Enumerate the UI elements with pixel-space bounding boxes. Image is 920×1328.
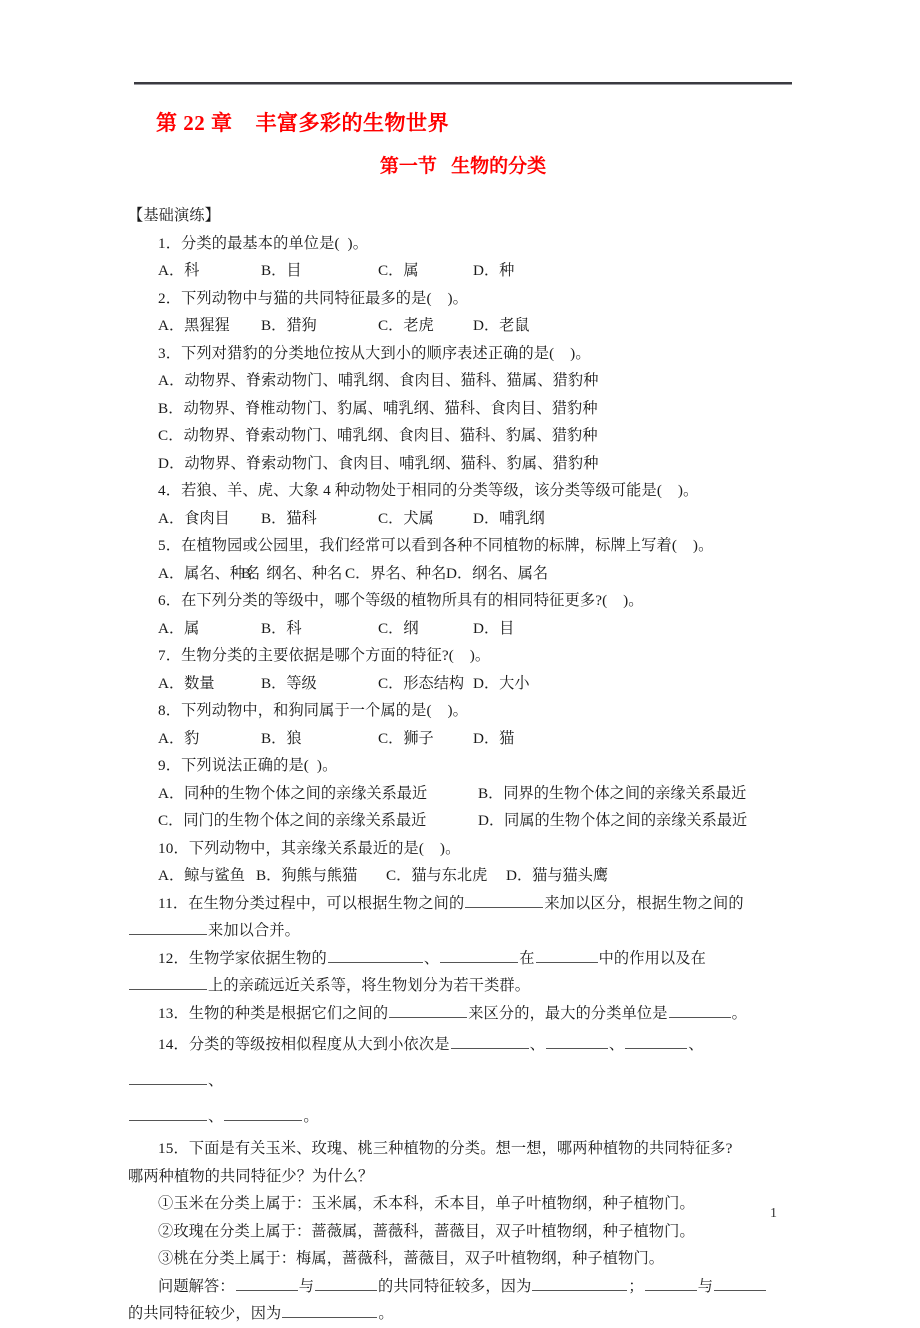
q15-blank-4[interactable] bbox=[645, 1275, 697, 1291]
q14-blank-1[interactable] bbox=[451, 1033, 529, 1049]
q15-item-1: ①玉米在分类上属于：玉米属，禾本科，禾本目，单子叶植物纲，种子植物门。 bbox=[158, 1195, 695, 1212]
option-3c: C．动物界、脊索动物门、哺乳纲、食肉目、猫科、豹属、猎豹种 bbox=[158, 427, 598, 444]
question-stem-11-line2 bbox=[128, 917, 798, 945]
question-stem-5: 5．在植物园或公园里，我们经常可以看到各种不同植物的标牌，标牌上写着( )。 bbox=[158, 537, 714, 554]
q15-blank-2[interactable] bbox=[315, 1275, 377, 1291]
q15-text-f: 的共同特征较少，因为 bbox=[128, 1305, 282, 1322]
question-stem-11-line1 bbox=[128, 890, 798, 918]
question-stem-6: 6．在下列分类的等级中，哪个等级的植物所具有的相同特征更多?( )。 bbox=[158, 592, 644, 609]
option-10b: B．狗熊与熊猫 bbox=[256, 867, 358, 884]
q14-sep-1: 、 bbox=[529, 1036, 545, 1053]
option-9d: D．同属的生物个体之间的亲缘关系最近 bbox=[478, 812, 748, 829]
q13-blank-1[interactable] bbox=[389, 1002, 467, 1018]
question-stem-8: 8．下列动物中，和狗同属于一个属的是( )。 bbox=[158, 702, 469, 719]
q12-blank-2[interactable] bbox=[440, 947, 518, 963]
q15-text-d: ； bbox=[628, 1277, 644, 1295]
option-1a: A．科 bbox=[158, 262, 200, 279]
option-6d: D．目 bbox=[473, 619, 515, 637]
q14-blank-6[interactable] bbox=[224, 1105, 302, 1121]
q11-text-b: 来加以区分，根据生物之间的 bbox=[544, 894, 744, 912]
q11-blank-2[interactable] bbox=[129, 919, 207, 935]
option-8d: D．猫 bbox=[473, 729, 515, 747]
question-options-5 bbox=[128, 560, 798, 588]
option-2a: A．黑猩猩 bbox=[158, 317, 230, 334]
q12-blank-4[interactable] bbox=[129, 974, 207, 990]
option-10d: D．猫与猫头鹰 bbox=[506, 867, 609, 884]
question-stem-7: 7．生物分类的主要依据是哪个方面的特征?( )。 bbox=[158, 647, 491, 664]
q14-blank-2[interactable] bbox=[546, 1033, 608, 1049]
q12-text-c: 在 bbox=[519, 949, 535, 967]
option-5b: B．纲名、种名 bbox=[241, 564, 343, 582]
option-7d: D．大小 bbox=[473, 674, 530, 692]
q12-text-b: 、 bbox=[423, 949, 440, 967]
question-stem-15-line2: 哪两种植物的共同特征少？为什么？ bbox=[128, 1167, 374, 1185]
option-5c: C．界名、种名 bbox=[345, 564, 447, 582]
q15-blank-5[interactable] bbox=[714, 1275, 766, 1291]
question-options-9-row2 bbox=[128, 807, 798, 835]
question-options-1 bbox=[128, 257, 798, 285]
option-8b: B．狼 bbox=[261, 729, 302, 747]
question-stem-13 bbox=[128, 1000, 798, 1028]
option-9b: B．同界的生物个体之间的亲缘关系最近 bbox=[478, 784, 747, 802]
question-stem-14-line2 bbox=[128, 1063, 798, 1099]
q14-sep-2: 、 bbox=[608, 1036, 625, 1053]
q12-blank-3[interactable] bbox=[536, 947, 598, 963]
q15-answer-line1 bbox=[128, 1273, 798, 1301]
q14-text-a: 14．分类的等级按相似程度从大到小依次是 bbox=[158, 1036, 450, 1053]
question-stem-14-line3 bbox=[128, 1099, 798, 1135]
option-6c: C．纲 bbox=[378, 619, 419, 637]
option-4b: B．猫科 bbox=[261, 509, 317, 527]
question-options-9-row1 bbox=[128, 780, 798, 808]
q14-text-end: 。 bbox=[303, 1108, 319, 1125]
q14-sep-5: 、 bbox=[208, 1108, 224, 1125]
option-8c: C．狮子 bbox=[378, 729, 434, 747]
q13-text-c: 。 bbox=[731, 1004, 747, 1022]
question-options-2 bbox=[128, 312, 798, 340]
q15-text-c: 的共同特征较多，因为 bbox=[378, 1277, 532, 1295]
page-number: 1 bbox=[770, 1206, 777, 1221]
section-title: 第一节 生物的分类 bbox=[379, 156, 547, 177]
question-options-6 bbox=[128, 615, 798, 643]
option-7a: A．数量 bbox=[158, 674, 215, 692]
option-10c: C．猫与东北虎 bbox=[386, 867, 488, 884]
question-stem-2: 2．下列动物中与猫的共同特征最多的是( )。 bbox=[158, 289, 469, 307]
q15-text-e: 与 bbox=[697, 1277, 714, 1295]
chapter-title: 第 22 章 丰富多彩的生物世界 bbox=[156, 111, 449, 135]
question-stem-4: 4．若狼、羊、虎、大象 4 种动物处于相同的分类等级，该分类等级可能是( )。 bbox=[158, 482, 699, 499]
q14-blank-5[interactable] bbox=[129, 1105, 207, 1121]
question-options-8 bbox=[128, 725, 798, 753]
question-stem-12-line1 bbox=[128, 945, 798, 973]
q15-blank-3[interactable] bbox=[532, 1275, 627, 1291]
q15-blank-6[interactable] bbox=[282, 1302, 377, 1318]
q14-blank-4[interactable] bbox=[129, 1069, 207, 1085]
q11-blank-1[interactable] bbox=[465, 892, 543, 908]
q14-blank-3[interactable] bbox=[625, 1033, 687, 1049]
option-4a: A．食肉目 bbox=[158, 509, 230, 527]
option-6b: B．科 bbox=[261, 619, 302, 637]
q14-sep-4: 、 bbox=[208, 1072, 224, 1089]
option-6a: A．属 bbox=[158, 619, 200, 637]
q15-answer-line2 bbox=[128, 1300, 798, 1328]
q15-item-3: ③桃在分类上属于：梅属，蔷薇科，蔷薇目，双子叶植物纲，种子植物门。 bbox=[158, 1250, 665, 1267]
option-3b: B．动物界、脊椎动物门、豹属、哺乳纲、猫科、食肉目、猎豹种 bbox=[158, 399, 598, 417]
q15-answer-label: 问题解答： bbox=[158, 1277, 235, 1295]
option-5a: A．属名、种名 bbox=[158, 564, 261, 582]
option-4c: C．犬属 bbox=[378, 509, 434, 527]
option-2d: D．老鼠 bbox=[473, 317, 530, 334]
q15-blank-1[interactable] bbox=[236, 1275, 298, 1291]
question-stem-15-line1: 15．下面是有关玉米、玫瑰、桃三种植物的分类。想一想，哪两种植物的共同特征多? bbox=[158, 1140, 733, 1157]
option-2c: C．老虎 bbox=[378, 317, 434, 334]
option-5d: D．纲名、属名 bbox=[446, 564, 549, 582]
group-heading: 【基础演练】 bbox=[128, 207, 221, 224]
q15-item-2: ②玫瑰在分类上属于：蔷薇属，蔷薇科，蔷薇目，双子叶植物纲，种子植物门。 bbox=[158, 1222, 695, 1240]
q13-text-b: 来区分的，最大的分类单位是 bbox=[468, 1004, 668, 1022]
option-3a: A．动物界、脊索动物门、哺乳纲、食肉目、猫科、猫属、猎豹种 bbox=[158, 372, 599, 389]
q15-text-g: 。 bbox=[378, 1305, 394, 1322]
option-2b: B．猎狗 bbox=[261, 317, 317, 334]
exercise-body bbox=[128, 202, 798, 1328]
question-options-7 bbox=[128, 670, 798, 698]
document-content bbox=[128, 106, 798, 1328]
q11-text-c: 来加以合并。 bbox=[208, 922, 301, 939]
q12-text-d: 中的作用以及在 bbox=[598, 949, 706, 967]
option-9c: C．同门的生物个体之间的亲缘关系最近 bbox=[158, 812, 427, 829]
q14-sep-3: 、 bbox=[688, 1036, 704, 1053]
option-7b: B．等级 bbox=[261, 674, 317, 692]
question-stem-1: 1．分类的最基本的单位是( )。 bbox=[158, 234, 369, 252]
question-stem-14-line1 bbox=[128, 1027, 798, 1063]
option-1d: D．种 bbox=[473, 262, 515, 279]
option-8a: A．豹 bbox=[158, 729, 200, 747]
option-4d: D．哺乳纲 bbox=[473, 509, 545, 527]
q15-text-b: 与 bbox=[298, 1277, 315, 1295]
question-options-4 bbox=[128, 505, 798, 533]
q12-text-a: 12．生物学家依据生物的 bbox=[158, 949, 327, 967]
option-10a: A．鲸与鲨鱼 bbox=[158, 867, 245, 884]
q12-text-e: 上的亲疏远近关系等，将生物划分为若干类群。 bbox=[208, 977, 531, 994]
option-1c: C．属 bbox=[378, 262, 419, 279]
q13-text-a: 13．生物的种类是根据它们之间的 bbox=[158, 1004, 389, 1022]
option-7c: C．形态结构 bbox=[378, 674, 465, 692]
q12-blank-1[interactable] bbox=[328, 947, 423, 963]
question-stem-9: 9．下列说法正确的是( )。 bbox=[158, 757, 338, 774]
option-3d: D．动物界、脊索动物门、食肉目、哺乳纲、猫科、豹属、猎豹种 bbox=[158, 454, 599, 472]
question-options-10 bbox=[128, 862, 798, 890]
q11-text-a: 11．在生物分类过程中，可以根据生物之间的 bbox=[158, 894, 465, 912]
header-rule bbox=[134, 82, 792, 85]
option-1b: B．目 bbox=[261, 262, 302, 279]
question-stem-12-line2 bbox=[128, 972, 798, 1000]
question-stem-3: 3．下列对猎豹的分类地位按从大到小的顺序表述正确的是( )。 bbox=[158, 344, 591, 362]
question-stem-10: 10．下列动物中，其亲缘关系最近的是( )。 bbox=[158, 839, 461, 857]
option-9a: A．同种的生物个体之间的亲缘关系最近 bbox=[158, 784, 428, 802]
q13-blank-2[interactable] bbox=[669, 1002, 731, 1018]
